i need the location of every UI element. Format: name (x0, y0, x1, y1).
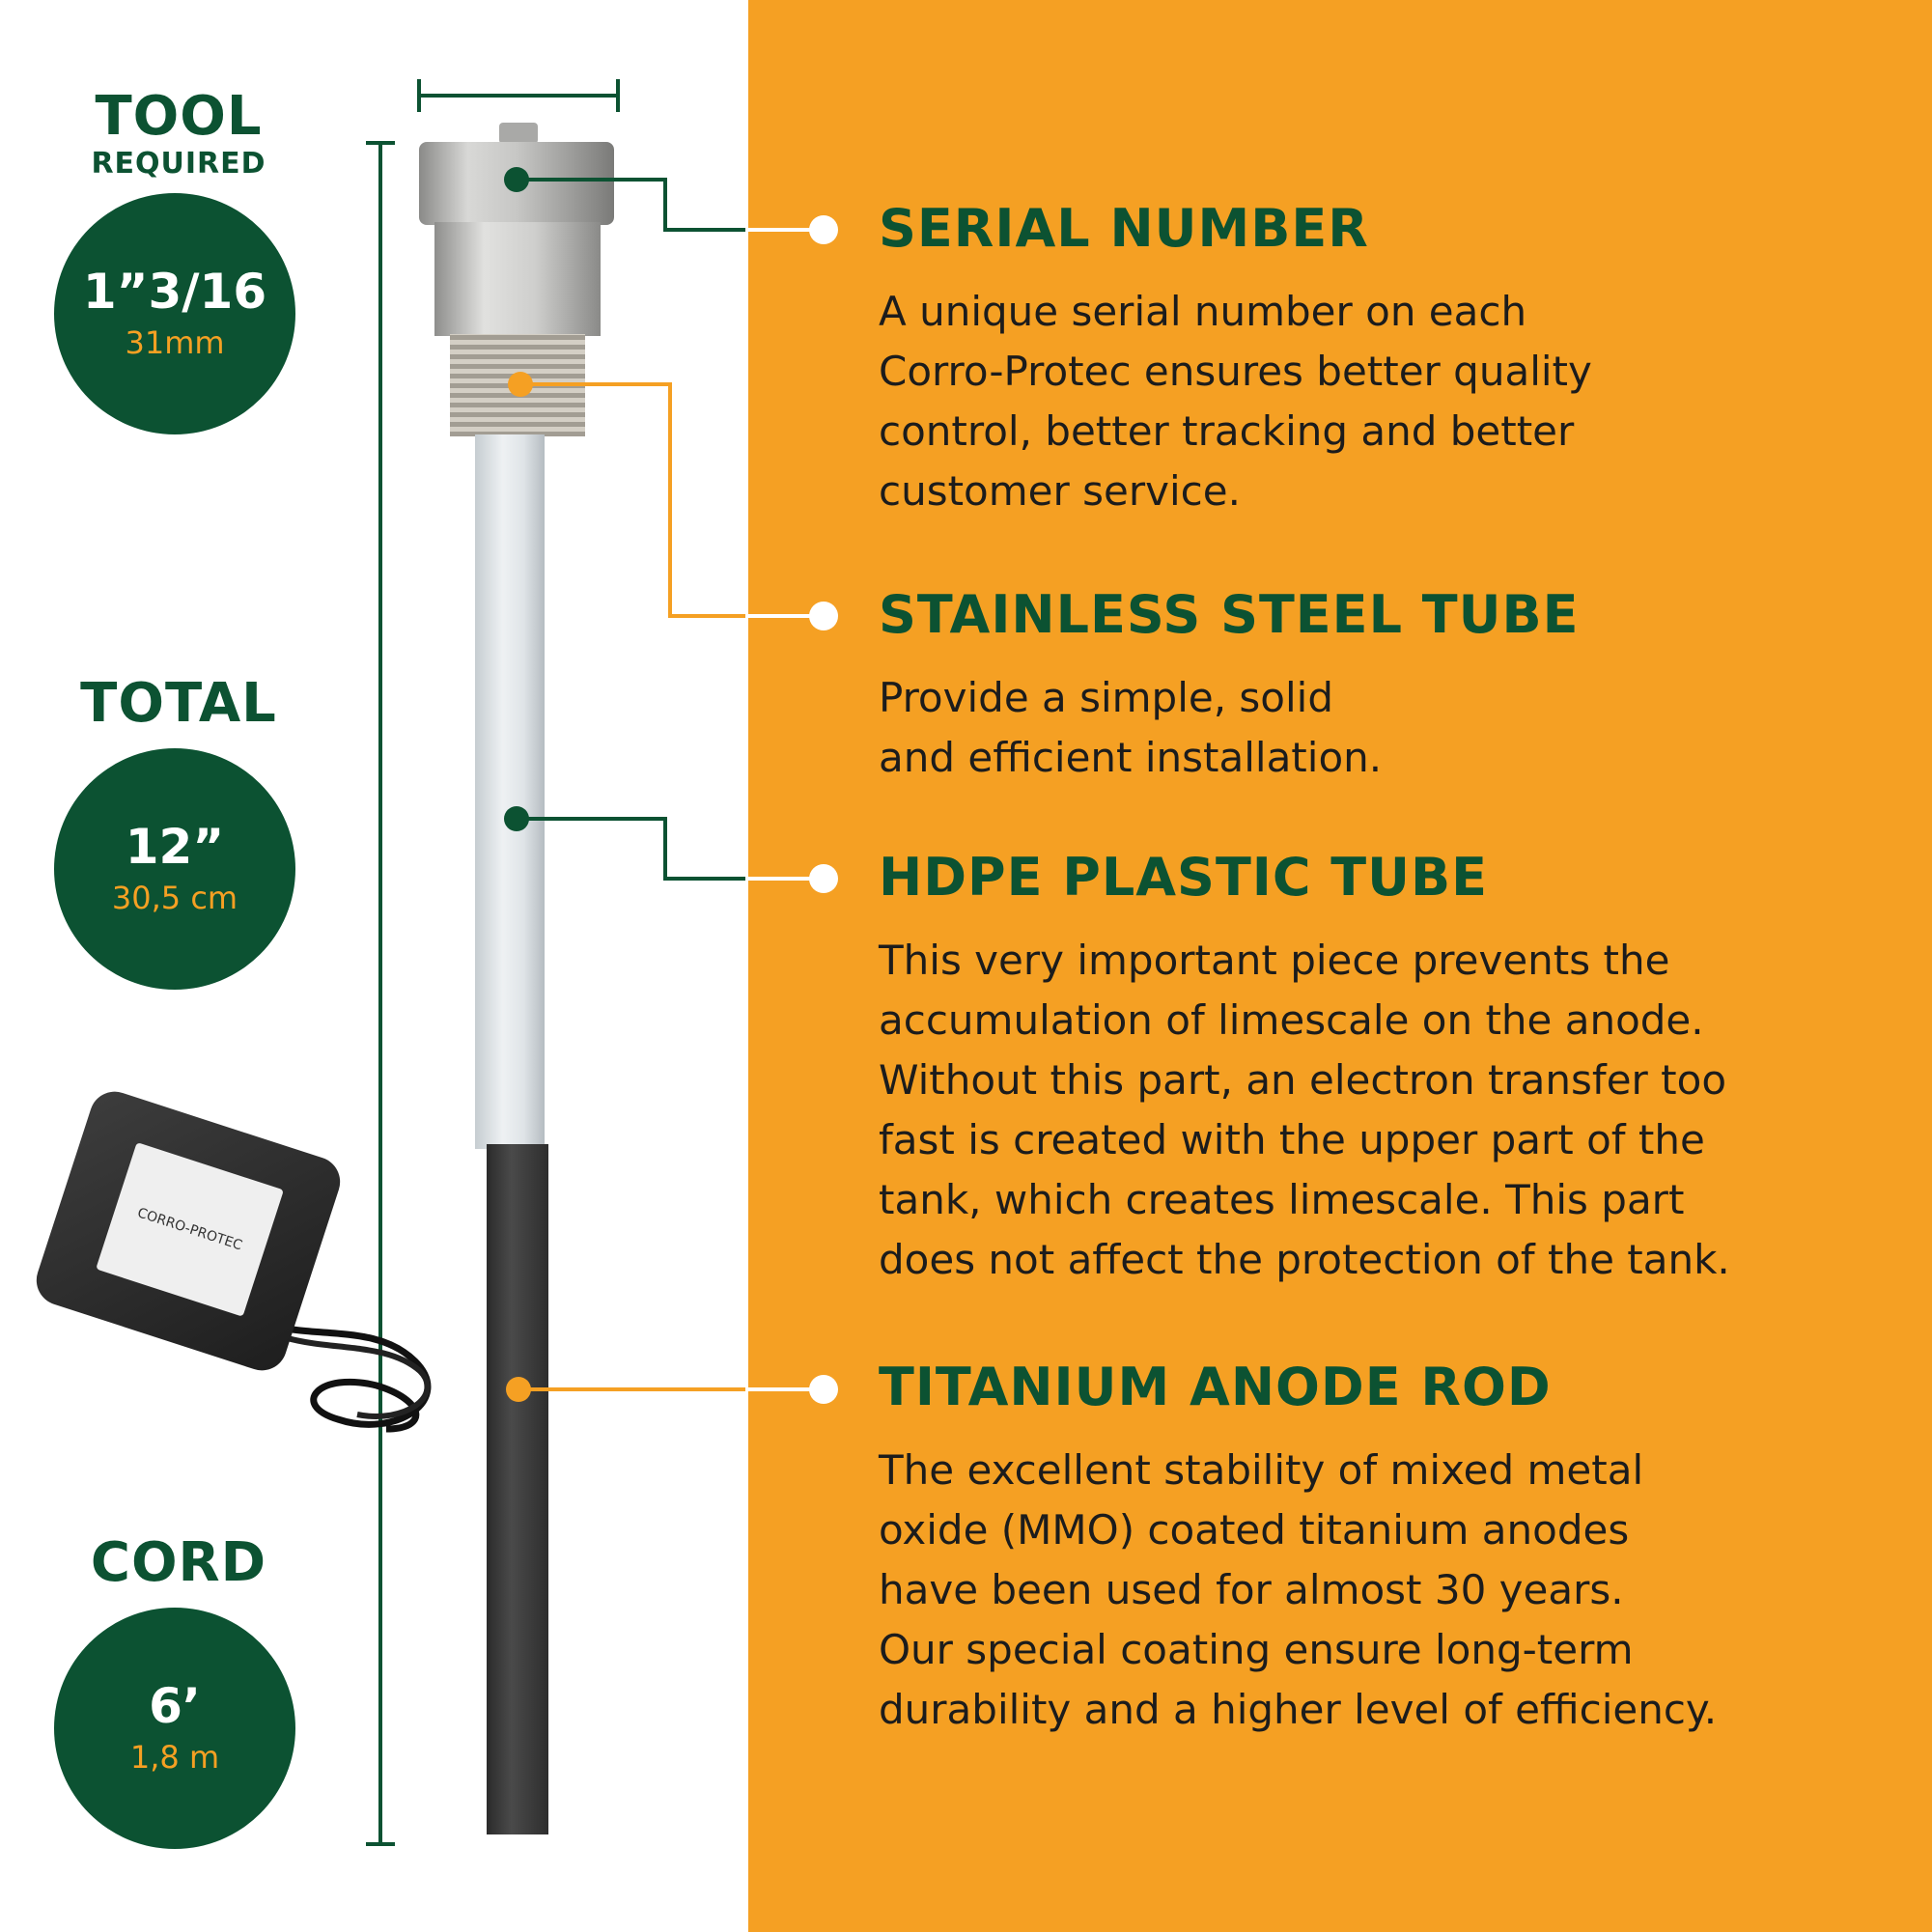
feature-desc-hdpe-tube: This very important piece prevents the accumulation of limescale on the anode. Without this part, an electron transfer too fast is created with the upper part of the tank, which creates limescale. This part does not affect the protection of the tank. (879, 937, 1730, 1283)
adapter-label: CORRO-PROTEC (96, 1142, 284, 1317)
stainless-collar (434, 222, 601, 336)
anode-callout-line (518, 1387, 747, 1391)
feature-title-stainless-tube: STAINLESS STEEL TUBE (879, 584, 1580, 645)
stainless-callout-line (668, 614, 747, 618)
titanium-anode-rod (487, 1144, 548, 1834)
feature-desc-serial-number: A unique serial number on each Corro-Protec ensures better quality control, better tracking and better customer service. (879, 288, 1592, 515)
hdpe-callout-line (663, 877, 745, 881)
feature-desc-anode-rod: The excellent stability of mixed metal oxide (MMO) coated titanium anodes have been used for almost 30 years. Our special coating ensure long-term durability and a higher level of efficiency. (879, 1446, 1718, 1733)
tool-spec-circle (54, 193, 295, 434)
dimension-top-cap (366, 141, 395, 145)
serial-callout-line (517, 178, 666, 182)
total-spec-title: TOTAL (80, 672, 277, 735)
dimension-bottom-cap (366, 1842, 395, 1846)
tool-dimension-right-cap (616, 79, 620, 112)
feature-desc-stainless-tube: Provide a simple, solid and efficient installation. (879, 674, 1383, 781)
cord-length-metric: 1,8 m (129, 1739, 220, 1777)
serial-callout-end (809, 215, 838, 244)
stainless-callout-line (520, 382, 671, 386)
stainless-callout-end (809, 602, 838, 630)
hdpe-callout-end (809, 864, 838, 893)
serial-callout-line (663, 228, 745, 232)
hdpe-plastic-tube (475, 434, 545, 1149)
hdpe-callout-line (663, 817, 667, 881)
tool-spec-subtitle: REQUIRED (91, 147, 266, 181)
total-spec-circle (54, 748, 295, 990)
stainless-callout-line (668, 382, 672, 618)
anode-top-nub (499, 123, 538, 144)
cord-spec-circle (54, 1608, 295, 1849)
tool-size-metric: 31mm (125, 324, 225, 362)
feature-title-hdpe-tube: HDPE PLASTIC TUBE (879, 847, 1489, 908)
serial-callout-line (663, 178, 667, 231)
total-length-dimension-line (378, 143, 382, 1844)
tool-size-imperial: 1”3/16 (82, 263, 267, 320)
tool-spec-title: TOOL (95, 85, 263, 148)
anode-callout-end (809, 1375, 838, 1404)
hdpe-callout-line (517, 817, 666, 821)
total-length-imperial: 12” (125, 818, 225, 875)
tool-dimension-left-cap (417, 79, 421, 112)
feature-title-anode-rod: TITANIUM ANODE ROD (879, 1357, 1552, 1417)
tool-width-dimension-line (417, 94, 620, 98)
feature-title-serial-number: SERIAL NUMBER (879, 198, 1369, 259)
cord-spec-title: CORD (90, 1531, 267, 1594)
cord-length-imperial: 6’ (149, 1677, 201, 1734)
total-length-metric: 30,5 cm (111, 880, 238, 917)
